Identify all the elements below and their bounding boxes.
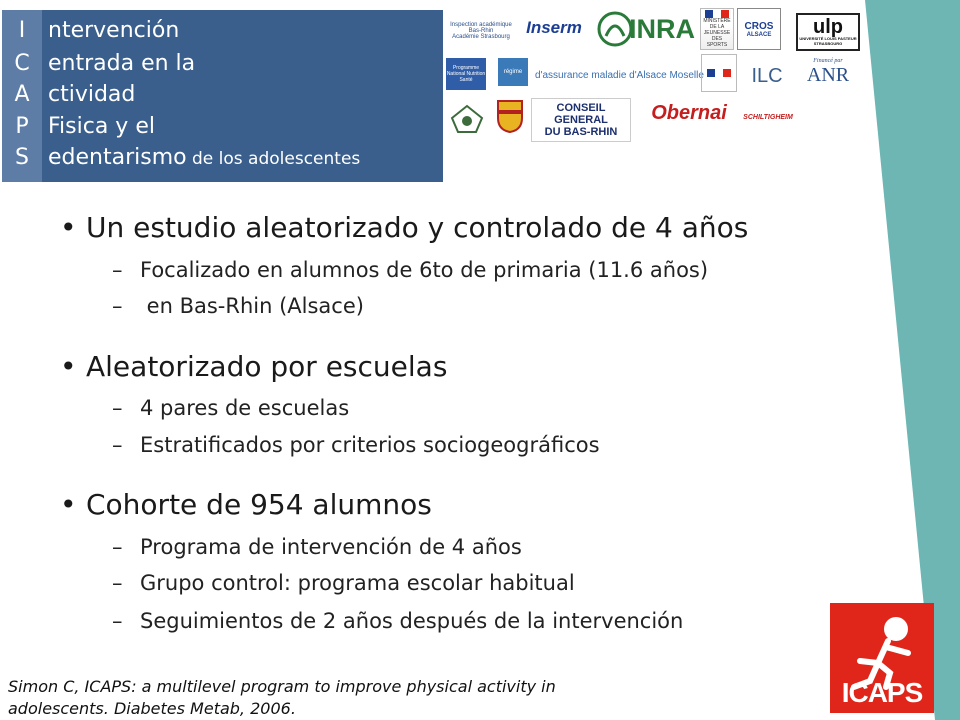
title-line: edentarismo de los adolescentes	[48, 145, 361, 170]
acronym-letter: P	[15, 114, 29, 139]
cros-logo: CROS ALSACE	[737, 8, 781, 50]
sub-item: – Grupo control: programa escolar habitual	[112, 571, 575, 595]
regime-logo: régime	[498, 58, 528, 86]
acronym-letter: C	[14, 51, 30, 76]
title-line: entrada en la	[48, 51, 196, 76]
region-emblem-icon	[448, 104, 486, 134]
sponsor-logos	[443, 0, 863, 145]
pnns-logo: Programme National Nutrition Santé	[446, 58, 486, 90]
obernai-logo: Obernai	[651, 101, 727, 124]
coat-of-arms-icon	[495, 98, 525, 134]
icaps-logo	[830, 603, 934, 713]
ministere-logo: MINISTÈRE DE LA JEUNESSE DES SPORTS	[700, 8, 734, 50]
bullet-item: • Cohorte de 954 alumnos	[60, 488, 432, 521]
inserm-logo: Inserm	[526, 18, 582, 37]
title-line: Fisica y el	[48, 114, 155, 139]
sub-item: – Estratificados por criterios sociogeográficos	[112, 433, 600, 457]
assurance-maladie-logo: d'assurance maladie d'Alsace Moselle	[535, 69, 704, 81]
inspection-academique-logo: Inspection académique Bas-Rhin Académie Strasbourg	[450, 22, 512, 40]
acronym-letter: S	[15, 145, 29, 170]
title-line: ntervención	[48, 18, 180, 43]
sub-item: – 4 pares de escuelas	[112, 396, 350, 420]
republique-logo	[701, 54, 737, 92]
acronym-letter: I	[18, 18, 26, 43]
sub-item: – Seguimientos de 2 años después de la intervención	[112, 609, 684, 633]
acronym-letter: A	[14, 82, 30, 107]
title-line: ctividad	[48, 82, 136, 107]
ilc-logo: ILC	[751, 64, 783, 87]
conseil-general-logo: CONSEIL GENERAL DU BAS-RHIN	[531, 98, 631, 142]
anr-logo: Financé par ANR	[806, 57, 850, 86]
sub-item: – Focalizado en alumnos de 6to de primaria (11.6 años)	[112, 258, 709, 282]
sub-item: – Programa de intervención de 4 años	[112, 535, 522, 559]
citation: Simon C, ICAPS: a multilevel program to improve physical activity in adolescents. Diabetes Metab, 2006.	[8, 677, 556, 718]
icaps-logo-text: ICAPS	[841, 677, 923, 708]
schiltigheim-logo: SCHILTIGHEIM	[743, 113, 793, 121]
bullet-item: • Un estudio aleatorizado y controlado de 4 años	[60, 211, 749, 244]
bullet-item: • Aleatorizado por escuelas	[60, 350, 448, 383]
ulp-logo: ulp UNIVERSITÉ LOUIS PASTEUR STRASBOURG	[796, 13, 860, 51]
sub-item: – en Bas-Rhin (Alsace)	[112, 294, 364, 318]
inra-logo: INRA	[629, 13, 695, 44]
